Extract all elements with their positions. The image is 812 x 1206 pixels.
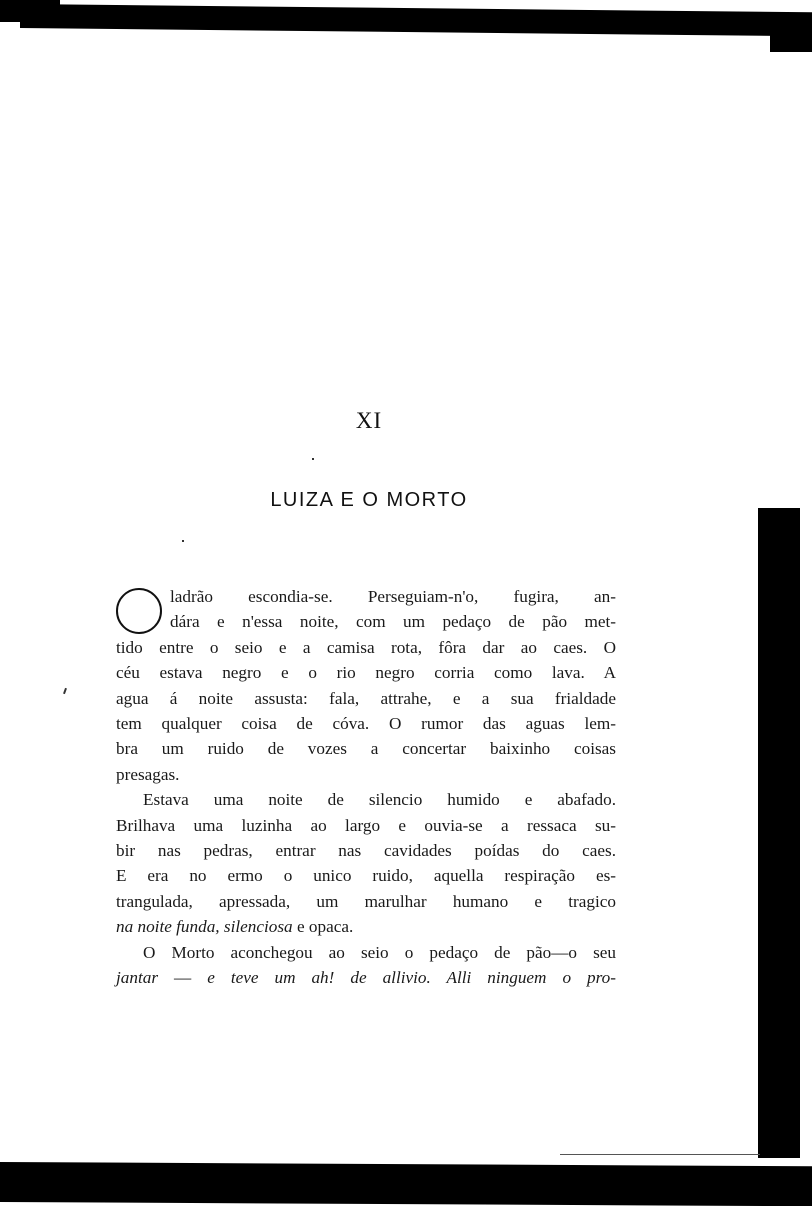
paragraph-1 — [116, 584, 616, 787]
italic-run: na noite funda, — [116, 917, 224, 937]
scan-border-right — [758, 508, 800, 1158]
scan-border-top — [20, 4, 812, 36]
scan-speck — [63, 688, 67, 694]
text-line: bra um ruido de vozes a concertar baixinho coisas — [116, 739, 616, 759]
scan-border-bottom — [0, 1162, 812, 1206]
paragraph-2 — [116, 787, 616, 939]
text-line: tem qualquer coisa de cóva. O rumor das aguas lem- — [116, 714, 616, 734]
italic-run: jantar — [116, 968, 159, 988]
text-run: — — [158, 968, 208, 988]
text-line: agua á noite assusta: fala, attrahe, e a sua frialdade — [116, 688, 616, 708]
text-run: e opaca. — [292, 917, 354, 937]
text-line: presagas. — [116, 764, 180, 784]
scan-border-top-right — [770, 26, 812, 52]
text-line: tido entre o seio e a camisa rota, fôra dar ao caes. O — [116, 637, 616, 657]
text-line — [116, 914, 616, 939]
scan-speck — [312, 458, 314, 460]
text-line: ladrão escondia-se. Perseguiam-n'o, fugira, an- — [170, 587, 616, 606]
scan-speck — [182, 540, 184, 542]
text-line: O Morto aconchegou ao seio o pedaço de pão—o seu — [143, 942, 616, 962]
text-line: bir nas pedras, entrar nas cavidades poídas do caes. — [116, 841, 616, 861]
text-line: E era no ermo o unico ruido, aquella respiração es- — [116, 866, 616, 886]
italic-run: e teve um ah! de allivio. Alli ninguem o pro- — [207, 968, 617, 988]
text-line: Estava uma noite de silencio humido e abafado. — [143, 790, 616, 810]
chapter-number: XI — [355, 408, 383, 433]
text-line: céu estava negro e o rio negro corria como lava. A — [116, 663, 616, 683]
chapter-body — [116, 584, 616, 991]
text-line — [116, 965, 616, 990]
text-line: dára e n'essa noite, com um pedaço de pão met- — [170, 612, 616, 632]
text-line: Brilhava uma luzinha ao largo e ouvia-se a ressaca su- — [116, 815, 616, 835]
chapter-title: LUIZA E O MORTO — [270, 489, 468, 511]
italic-run: silenciosa — [223, 917, 293, 937]
text-line: trangulada, apressada, um marulhar humano e tragico — [116, 891, 616, 911]
dropcap-letter — [116, 588, 162, 634]
scan-artifact-line — [560, 1154, 760, 1155]
paragraph-3 — [116, 940, 616, 991]
